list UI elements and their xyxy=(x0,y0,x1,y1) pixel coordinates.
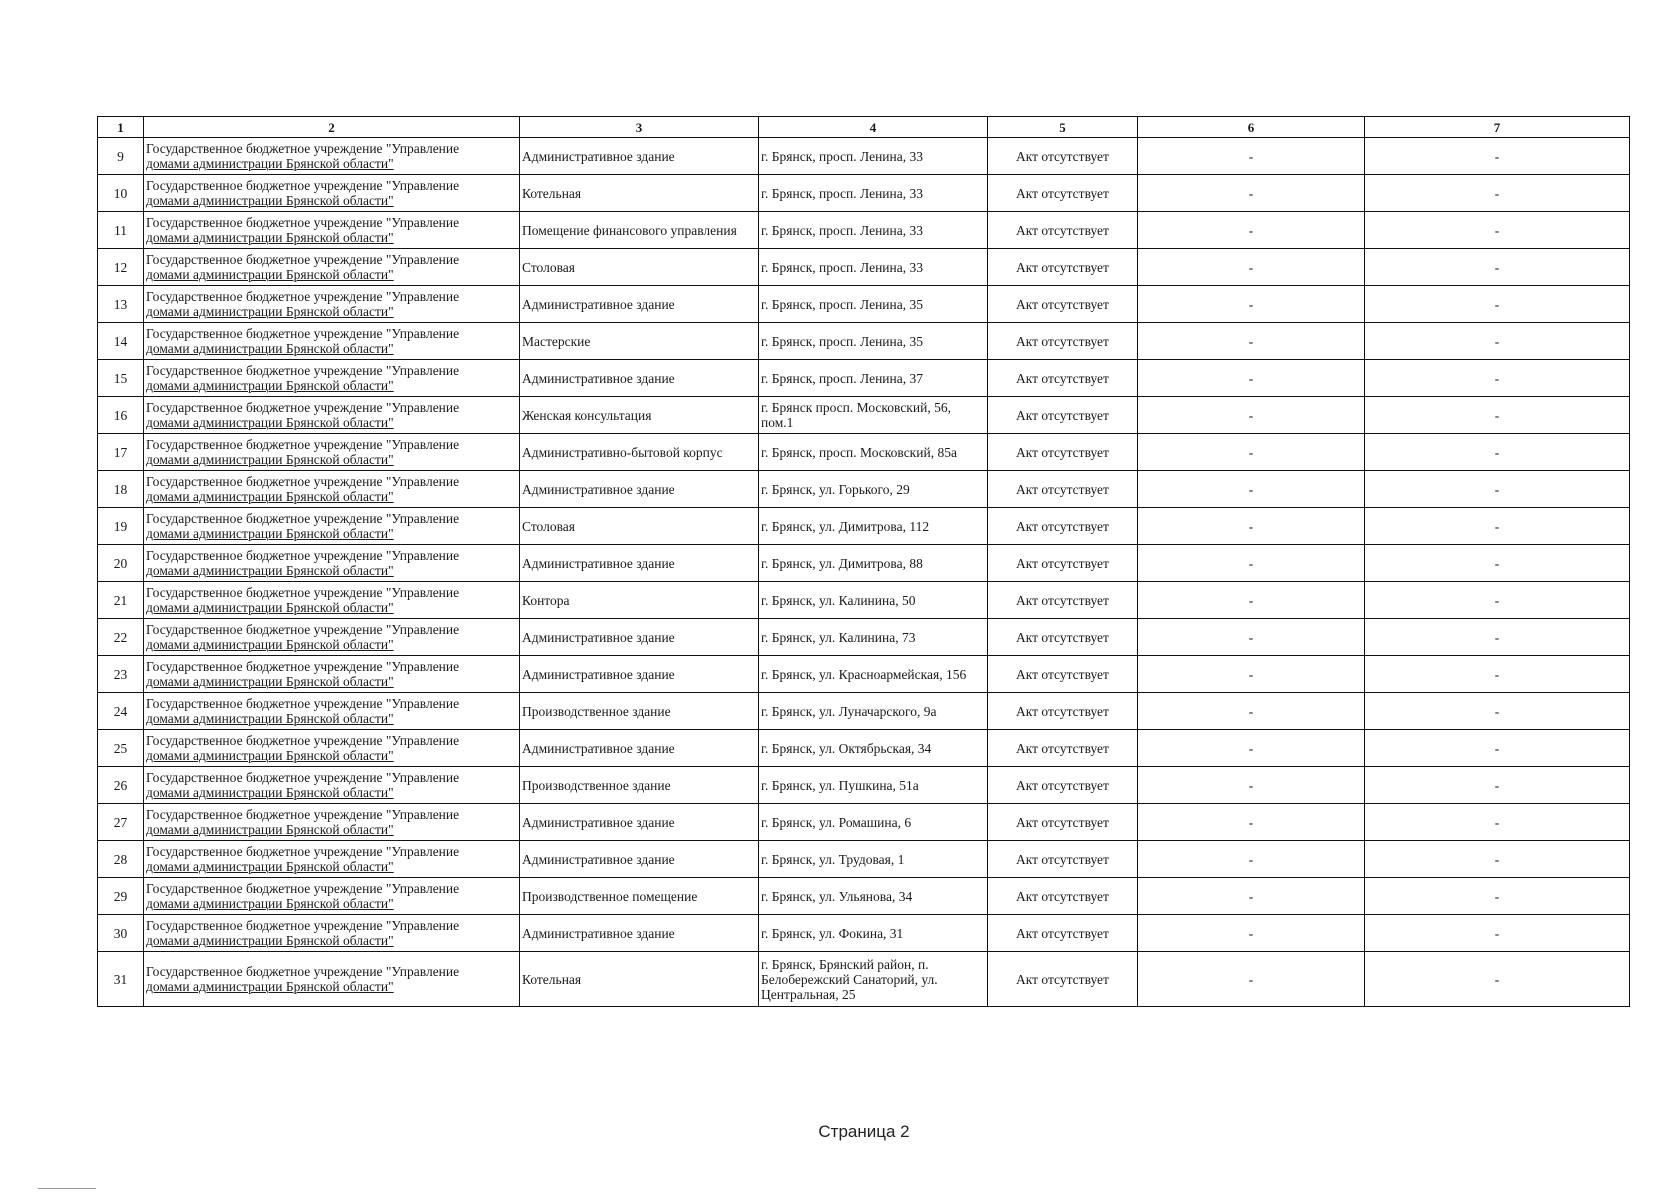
object-type: Столовая xyxy=(520,508,759,545)
col6-value: - xyxy=(1138,656,1365,693)
object-type: Столовая xyxy=(520,249,759,286)
organization-name-line2: домами администрации Брянской области" xyxy=(146,378,394,393)
header-row xyxy=(98,117,1630,138)
row-number: 26 xyxy=(98,767,144,804)
organization-cell xyxy=(144,323,520,360)
table-row xyxy=(98,730,1630,767)
col-header-1: 1 xyxy=(98,117,144,138)
organization-name-line2: домами администрации Брянской области" xyxy=(146,674,394,689)
row-number: 31 xyxy=(98,952,144,1007)
object-type: Административное здание xyxy=(520,545,759,582)
organization-name-line2: домами администрации Брянской области" xyxy=(146,822,394,837)
object-type: Административное здание xyxy=(520,730,759,767)
row-number: 11 xyxy=(98,212,144,249)
organization-name-line1: Государственное бюджетное учреждение "Управление xyxy=(146,178,460,193)
table-row xyxy=(98,397,1630,434)
act-status: Акт отсутствует xyxy=(988,693,1138,730)
object-address: г. Брянск, ул. Калинина, 73 xyxy=(759,619,988,656)
act-status: Акт отсутствует xyxy=(988,545,1138,582)
object-address: г. Брянск, ул. Димитрова, 88 xyxy=(759,545,988,582)
organization-name-line2: домами администрации Брянской области" xyxy=(146,304,394,319)
col7-value: - xyxy=(1365,767,1630,804)
col-header-3: 3 xyxy=(520,117,759,138)
col7-value: - xyxy=(1365,434,1630,471)
row-number: 19 xyxy=(98,508,144,545)
table-row xyxy=(98,656,1630,693)
object-address: г. Брянск, ул. Трудовая, 1 xyxy=(759,841,988,878)
col7-value: - xyxy=(1365,619,1630,656)
organization-name-line1: Государственное бюджетное учреждение "Управление xyxy=(146,881,460,896)
organization-cell xyxy=(144,249,520,286)
col-header-4: 4 xyxy=(759,117,988,138)
col7-value: - xyxy=(1365,545,1630,582)
organization-name-line2: домами администрации Брянской области" xyxy=(146,979,394,994)
col6-value: - xyxy=(1138,508,1365,545)
object-address: г. Брянск, ул. Ромашина, 6 xyxy=(759,804,988,841)
act-status: Акт отсутствует xyxy=(988,397,1138,434)
organization-name-line1: Государственное бюджетное учреждение "Управление xyxy=(146,622,460,637)
col6-value: - xyxy=(1138,767,1365,804)
organization-name-line1: Государственное бюджетное учреждение "Управление xyxy=(146,511,460,526)
col7-value: - xyxy=(1365,360,1630,397)
table-row xyxy=(98,323,1630,360)
organization-cell xyxy=(144,138,520,175)
organization-name-line2: домами администрации Брянской области" xyxy=(146,230,394,245)
table-row xyxy=(98,878,1630,915)
col6-value: - xyxy=(1138,878,1365,915)
organization-cell xyxy=(144,952,520,1007)
row-number: 22 xyxy=(98,619,144,656)
table-row xyxy=(98,360,1630,397)
table-row xyxy=(98,471,1630,508)
col7-value: - xyxy=(1365,249,1630,286)
object-type: Административное здание xyxy=(520,841,759,878)
organization-name-line2: домами администрации Брянской области" xyxy=(146,896,394,911)
col7-value: - xyxy=(1365,175,1630,212)
organization-cell xyxy=(144,878,520,915)
object-address: г. Брянск, ул. Горького, 29 xyxy=(759,471,988,508)
object-type: Женская консультация xyxy=(520,397,759,434)
col6-value: - xyxy=(1138,138,1365,175)
organization-name-line1: Государственное бюджетное учреждение "Управление xyxy=(146,659,460,674)
col7-value: - xyxy=(1365,286,1630,323)
act-status: Акт отсутствует xyxy=(988,471,1138,508)
organization-name-line1: Государственное бюджетное учреждение "Управление xyxy=(146,807,460,822)
act-status: Акт отсутствует xyxy=(988,619,1138,656)
object-type: Котельная xyxy=(520,175,759,212)
row-number: 17 xyxy=(98,434,144,471)
organization-cell xyxy=(144,619,520,656)
organization-name-line2: домами администрации Брянской области" xyxy=(146,452,394,467)
organization-name-line2: домами администрации Брянской области" xyxy=(146,267,394,282)
object-address: г. Брянск, просп. Ленина, 35 xyxy=(759,323,988,360)
table-row xyxy=(98,582,1630,619)
col7-value: - xyxy=(1365,730,1630,767)
object-address: г. Брянск просп. Московский, 56, пом.1 xyxy=(759,397,988,434)
object-type: Административное здание xyxy=(520,656,759,693)
col6-value: - xyxy=(1138,360,1365,397)
col7-value: - xyxy=(1365,212,1630,249)
organization-name-line1: Государственное бюджетное учреждение "Управление xyxy=(146,252,460,267)
table-row xyxy=(98,693,1630,730)
object-address: г. Брянск, ул. Димитрова, 112 xyxy=(759,508,988,545)
row-number: 10 xyxy=(98,175,144,212)
object-type: Административное здание xyxy=(520,360,759,397)
organization-name-line2: домами администрации Брянской области" xyxy=(146,748,394,763)
organization-cell xyxy=(144,360,520,397)
col6-value: - xyxy=(1138,804,1365,841)
object-type: Административно-бытовой корпус xyxy=(520,434,759,471)
object-type: Административное здание xyxy=(520,286,759,323)
organization-cell xyxy=(144,767,520,804)
organization-cell xyxy=(144,693,520,730)
act-status: Акт отсутствует xyxy=(988,360,1138,397)
row-number: 29 xyxy=(98,878,144,915)
col-header-5: 5 xyxy=(988,117,1138,138)
object-address: г. Брянск, просп. Ленина, 33 xyxy=(759,138,988,175)
table-row xyxy=(98,804,1630,841)
organization-name-line1: Государственное бюджетное учреждение "Управление xyxy=(146,326,460,341)
object-address: г. Брянск, ул. Калинина, 50 xyxy=(759,582,988,619)
act-status: Акт отсутствует xyxy=(988,952,1138,1007)
table-row xyxy=(98,619,1630,656)
organization-name-line1: Государственное бюджетное учреждение "Управление xyxy=(146,733,460,748)
col6-value: - xyxy=(1138,693,1365,730)
col7-value: - xyxy=(1365,878,1630,915)
act-status: Акт отсутствует xyxy=(988,286,1138,323)
document-sheet xyxy=(97,116,1629,1007)
col7-value: - xyxy=(1365,841,1630,878)
object-type: Административное здание xyxy=(520,915,759,952)
col-header-7: 7 xyxy=(1365,117,1630,138)
organization-cell xyxy=(144,804,520,841)
row-number: 25 xyxy=(98,730,144,767)
organization-name-line1: Государственное бюджетное учреждение "Управление xyxy=(146,770,460,785)
object-type: Административное здание xyxy=(520,138,759,175)
organization-name-line1: Государственное бюджетное учреждение "Управление xyxy=(146,215,460,230)
col7-value: - xyxy=(1365,804,1630,841)
table-row xyxy=(98,175,1630,212)
object-address: г. Брянск, ул. Ульянова, 34 xyxy=(759,878,988,915)
object-type: Административное здание xyxy=(520,471,759,508)
organization-name-line2: домами администрации Брянской области" xyxy=(146,526,394,541)
act-status: Акт отсутствует xyxy=(988,323,1138,360)
object-type: Административное здание xyxy=(520,804,759,841)
col7-value: - xyxy=(1365,138,1630,175)
organization-name-line2: домами администрации Брянской области" xyxy=(146,711,394,726)
act-status: Акт отсутствует xyxy=(988,656,1138,693)
row-number: 24 xyxy=(98,693,144,730)
col7-value: - xyxy=(1365,582,1630,619)
table-row xyxy=(98,545,1630,582)
organization-name-line2: домами администрации Брянской области" xyxy=(146,563,394,578)
object-address: г. Брянск, просп. Ленина, 33 xyxy=(759,175,988,212)
object-type: Помещение финансового управления xyxy=(520,212,759,249)
object-address: г. Брянск, ул. Красноармейская, 156 xyxy=(759,656,988,693)
object-address: г. Брянск, просп. Ленина, 37 xyxy=(759,360,988,397)
organization-name-line1: Государственное бюджетное учреждение "Управление xyxy=(146,844,460,859)
col7-value: - xyxy=(1365,693,1630,730)
act-status: Акт отсутствует xyxy=(988,138,1138,175)
organization-cell xyxy=(144,286,520,323)
row-number: 14 xyxy=(98,323,144,360)
organization-name-line1: Государственное бюджетное учреждение "Управление xyxy=(146,400,460,415)
organization-name-line1: Государственное бюджетное учреждение "Управление xyxy=(146,696,460,711)
organization-name-line1: Государственное бюджетное учреждение "Управление xyxy=(146,548,460,563)
act-status: Акт отсутствует xyxy=(988,212,1138,249)
col7-value: - xyxy=(1365,323,1630,360)
object-type: Производственное помещение xyxy=(520,878,759,915)
col7-value: - xyxy=(1365,915,1630,952)
organization-cell xyxy=(144,175,520,212)
organization-name-line2: домами администрации Брянской области" xyxy=(146,785,394,800)
col6-value: - xyxy=(1138,323,1365,360)
object-address: г. Брянск, ул. Фокина, 31 xyxy=(759,915,988,952)
organization-name-line1: Государственное бюджетное учреждение "Управление xyxy=(146,585,460,600)
table-row xyxy=(98,138,1630,175)
organization-name-line2: домами администрации Брянской области" xyxy=(146,193,394,208)
organization-name-line2: домами администрации Брянской области" xyxy=(146,341,394,356)
row-number: 18 xyxy=(98,471,144,508)
table-row xyxy=(98,434,1630,471)
col6-value: - xyxy=(1138,619,1365,656)
col6-value: - xyxy=(1138,952,1365,1007)
object-address: г. Брянск, ул. Октябрьская, 34 xyxy=(759,730,988,767)
object-type: Производственное здание xyxy=(520,767,759,804)
object-address: г. Брянск, просп. Ленина, 35 xyxy=(759,286,988,323)
object-address: г. Брянск, просп. Московский, 85а xyxy=(759,434,988,471)
row-number: 13 xyxy=(98,286,144,323)
organization-name-line2: домами администрации Брянской области" xyxy=(146,933,394,948)
act-status: Акт отсутствует xyxy=(988,249,1138,286)
row-number: 27 xyxy=(98,804,144,841)
organization-name-line1: Государственное бюджетное учреждение "Управление xyxy=(146,141,460,156)
organization-name-line2: домами администрации Брянской области" xyxy=(146,489,394,504)
row-number: 15 xyxy=(98,360,144,397)
organization-name-line1: Государственное бюджетное учреждение "Управление xyxy=(146,437,460,452)
object-address: г. Брянск, ул. Пушкина, 51а xyxy=(759,767,988,804)
organization-cell xyxy=(144,397,520,434)
organization-cell xyxy=(144,508,520,545)
col6-value: - xyxy=(1138,545,1365,582)
object-address: г. Брянск, просп. Ленина, 33 xyxy=(759,212,988,249)
col-header-2: 2 xyxy=(144,117,520,138)
table-row xyxy=(98,767,1630,804)
act-status: Акт отсутствует xyxy=(988,508,1138,545)
col6-value: - xyxy=(1138,434,1365,471)
act-status: Акт отсутствует xyxy=(988,841,1138,878)
organization-cell xyxy=(144,434,520,471)
object-address: г. Брянск, просп. Ленина, 33 xyxy=(759,249,988,286)
object-type: Котельная xyxy=(520,952,759,1007)
organization-name-line1: Государственное бюджетное учреждение "Управление xyxy=(146,474,460,489)
col7-value: - xyxy=(1365,952,1630,1007)
col7-value: - xyxy=(1365,508,1630,545)
table-row xyxy=(98,212,1630,249)
row-number: 20 xyxy=(98,545,144,582)
act-status: Акт отсутствует xyxy=(988,878,1138,915)
organization-name-line1: Государственное бюджетное учреждение "Управление xyxy=(146,964,460,979)
col7-value: - xyxy=(1365,656,1630,693)
col6-value: - xyxy=(1138,175,1365,212)
table-row xyxy=(98,915,1630,952)
object-type: Административное здание xyxy=(520,619,759,656)
organization-name-line2: домами администрации Брянской области" xyxy=(146,156,394,171)
row-number: 30 xyxy=(98,915,144,952)
col6-value: - xyxy=(1138,212,1365,249)
col-header-6: 6 xyxy=(1138,117,1365,138)
col6-value: - xyxy=(1138,915,1365,952)
organization-cell xyxy=(144,582,520,619)
organization-name-line2: домами администрации Брянской области" xyxy=(146,637,394,652)
col7-value: - xyxy=(1365,397,1630,434)
object-type: Контора xyxy=(520,582,759,619)
act-status: Акт отсутствует xyxy=(988,175,1138,212)
table-row xyxy=(98,249,1630,286)
organization-name-line1: Государственное бюджетное учреждение "Управление xyxy=(146,918,460,933)
object-address: г. Брянск, ул. Луначарского, 9а xyxy=(759,693,988,730)
row-number: 16 xyxy=(98,397,144,434)
organization-cell xyxy=(144,471,520,508)
table-row xyxy=(98,841,1630,878)
page-number: Страница 2 xyxy=(818,1122,910,1141)
col6-value: - xyxy=(1138,397,1365,434)
organization-cell xyxy=(144,545,520,582)
row-number: 9 xyxy=(98,138,144,175)
organization-name-line2: домами администрации Брянской области" xyxy=(146,859,394,874)
scan-line-mark xyxy=(38,1188,96,1189)
table-row xyxy=(98,952,1630,1007)
table-row xyxy=(98,286,1630,323)
object-address: г. Брянск, Брянский район, п. Белобережский Санаторий, ул. Центральная, 25 xyxy=(759,952,988,1007)
col6-value: - xyxy=(1138,286,1365,323)
organization-cell xyxy=(144,730,520,767)
row-number: 28 xyxy=(98,841,144,878)
row-number: 12 xyxy=(98,249,144,286)
act-status: Акт отсутствует xyxy=(988,434,1138,471)
col6-value: - xyxy=(1138,249,1365,286)
act-status: Акт отсутствует xyxy=(988,767,1138,804)
organization-name-line2: домами администрации Брянской области" xyxy=(146,600,394,615)
object-type: Производственное здание xyxy=(520,693,759,730)
organization-cell xyxy=(144,656,520,693)
organization-cell xyxy=(144,212,520,249)
col6-value: - xyxy=(1138,582,1365,619)
organization-name-line1: Государственное бюджетное учреждение "Управление xyxy=(146,289,460,304)
row-number: 23 xyxy=(98,656,144,693)
table-row xyxy=(98,508,1630,545)
col6-value: - xyxy=(1138,841,1365,878)
row-number: 21 xyxy=(98,582,144,619)
organization-name-line1: Государственное бюджетное учреждение "Управление xyxy=(146,363,460,378)
organization-cell xyxy=(144,841,520,878)
act-status: Акт отсутствует xyxy=(988,915,1138,952)
objects-table xyxy=(97,116,1630,1007)
col6-value: - xyxy=(1138,730,1365,767)
act-status: Акт отсутствует xyxy=(988,804,1138,841)
organization-name-line2: домами администрации Брянской области" xyxy=(146,415,394,430)
object-type: Мастерские xyxy=(520,323,759,360)
organization-cell xyxy=(144,915,520,952)
col7-value: - xyxy=(1365,471,1630,508)
act-status: Акт отсутствует xyxy=(988,730,1138,767)
col6-value: - xyxy=(1138,471,1365,508)
act-status: Акт отсутствует xyxy=(988,582,1138,619)
